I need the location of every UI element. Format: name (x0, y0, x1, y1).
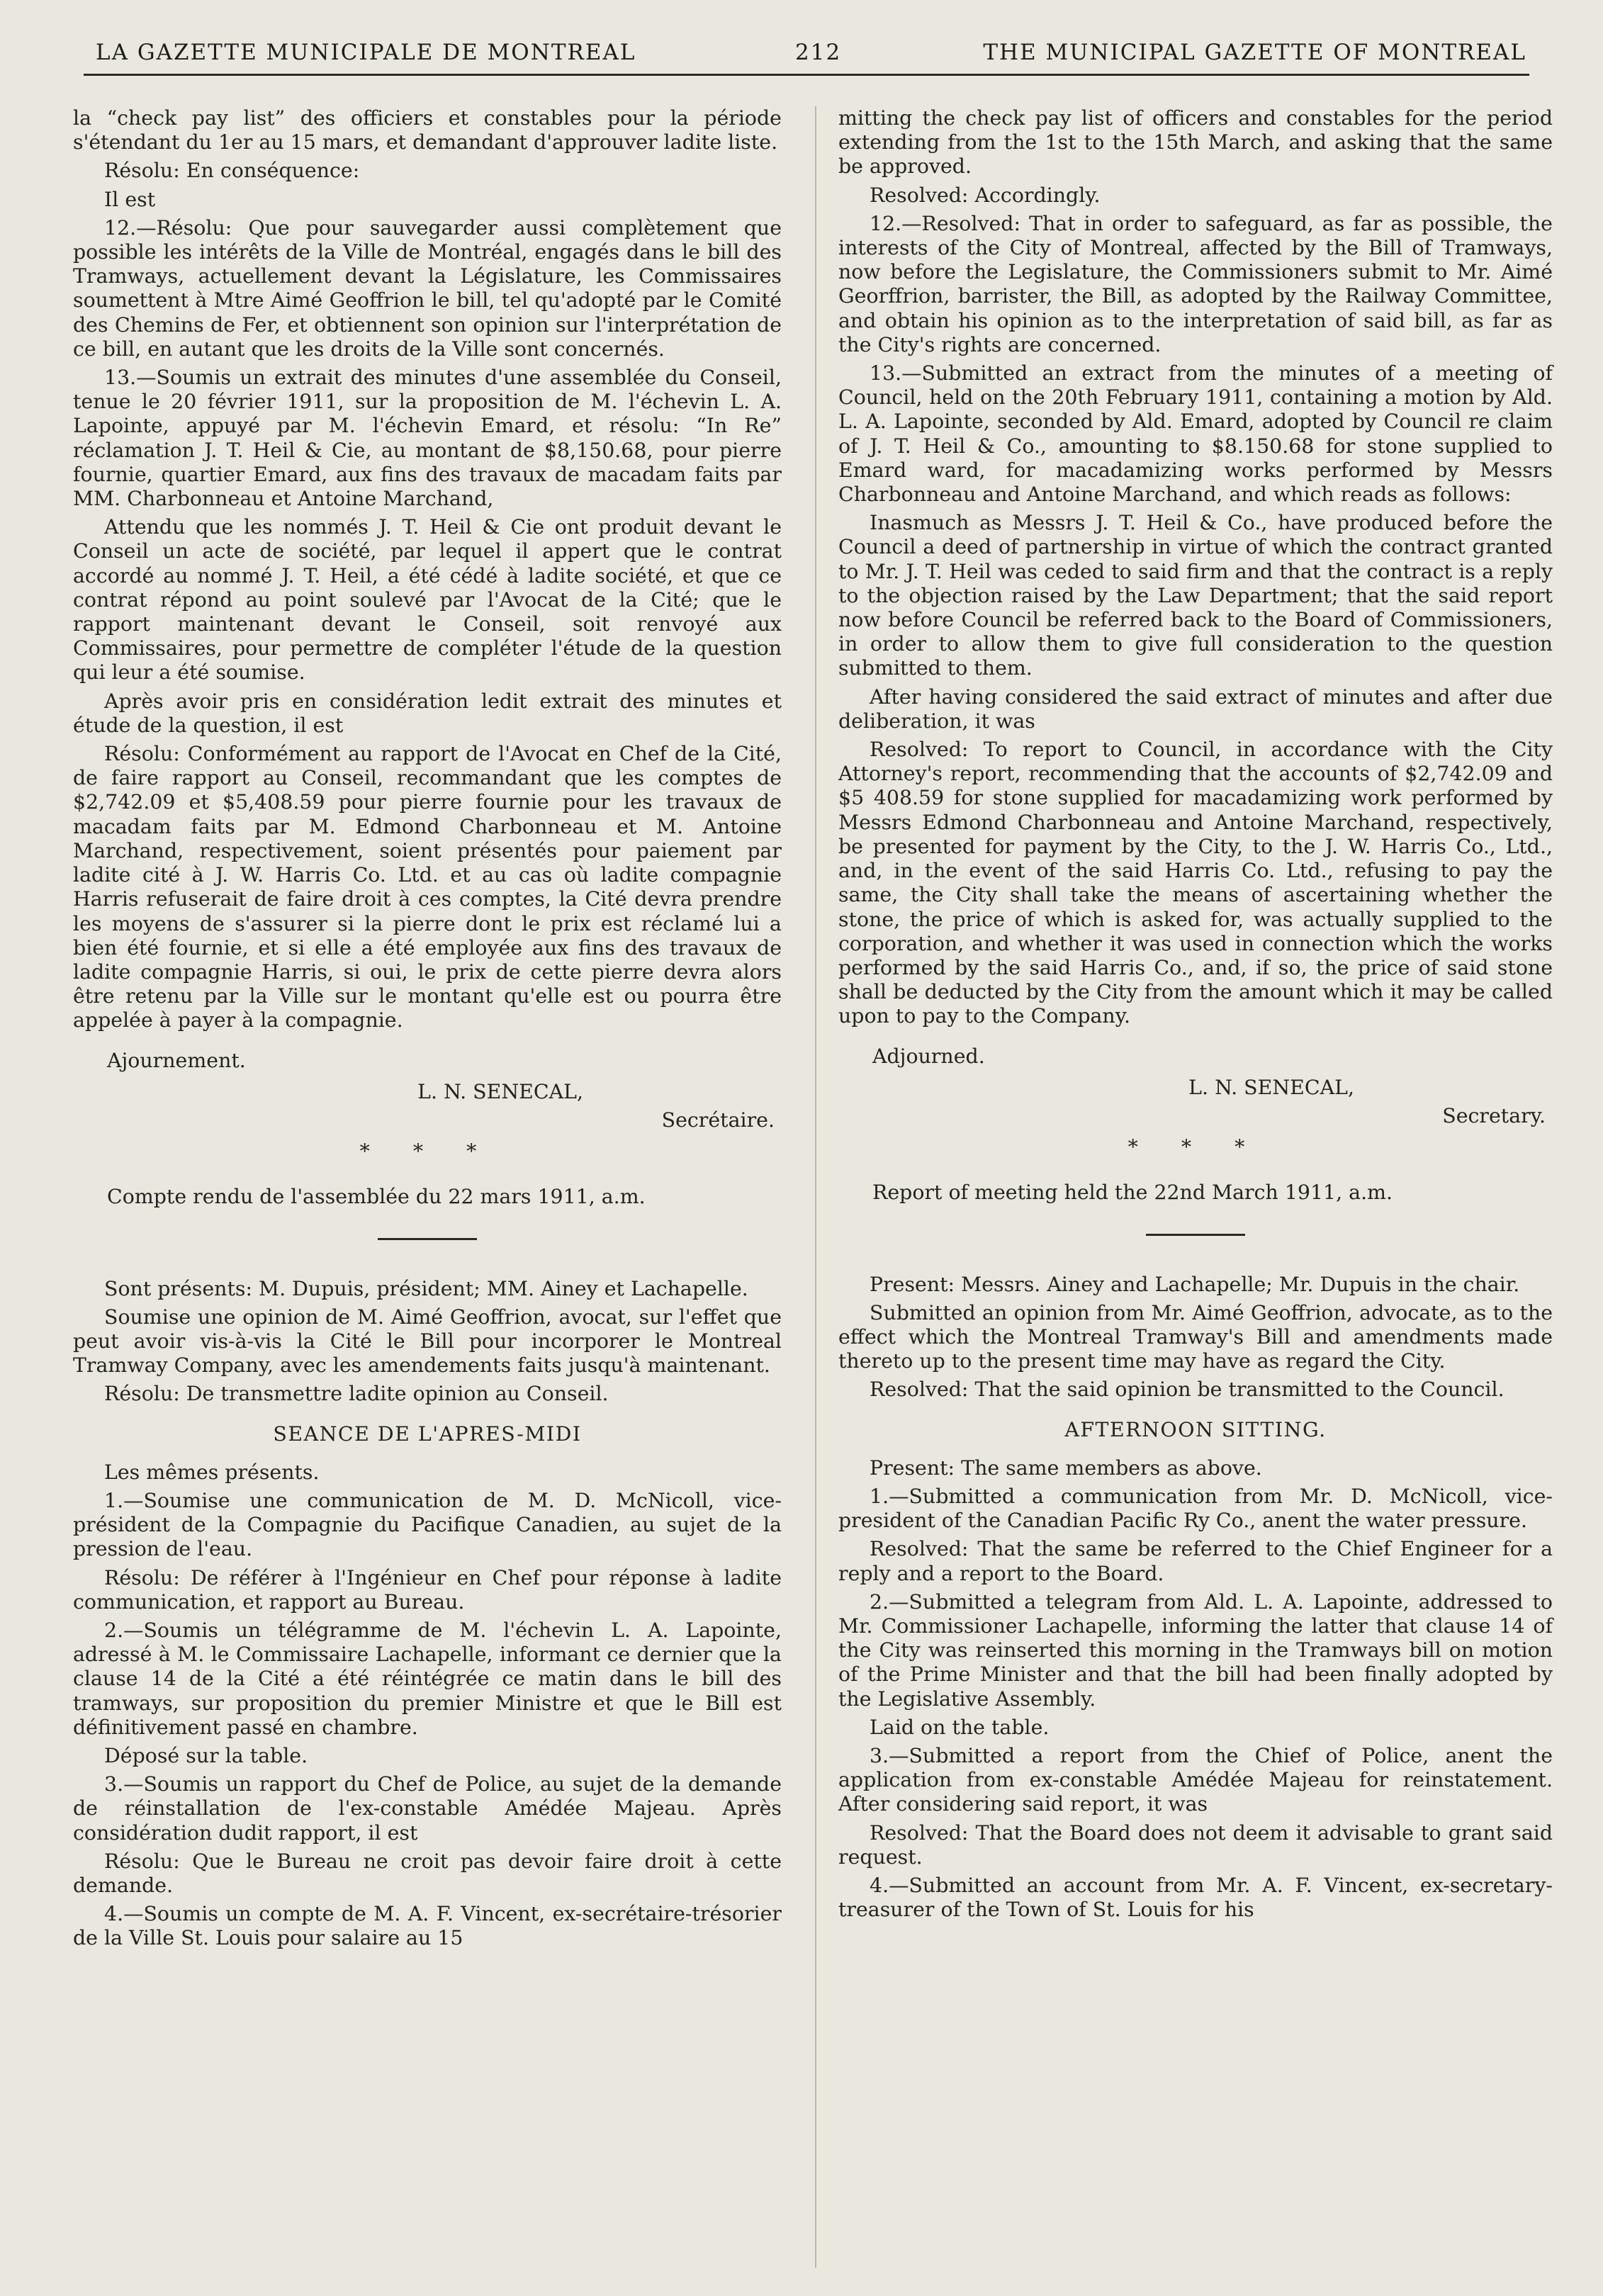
paragraph: 1.—Soumise une communication de M. D. McNicoll, vice-président de la Compagnie du Pacifique Canadien, au sujet de la pression de l'eau. (73, 1488, 782, 1561)
signature-name: L. N. SENECAL, (417, 1079, 583, 1103)
paragraph: 1.—Submitted a communication from Mr. D. McNicoll, vice-president of the Canadian Pacific Ry Co., anent the water pressure. (838, 1484, 1553, 1533)
paragraph: Les mêmes présents. (104, 1460, 320, 1484)
signature-title: Secrétaire. (661, 1108, 775, 1132)
section-rule (1146, 1234, 1245, 1236)
paragraph: Present: Messrs. Ainey and Lachapelle; Mr. Dupuis in the chair. (870, 1272, 1520, 1296)
paragraph: 3.—Submitted a report from the Chief of Police, anent the application from ex-constable Amédée Majeau for reinstatement. After considering said report, it was (838, 1743, 1553, 1816)
header-title-french: LA GAZETTE MUNICIPALE DE MONTREAL (96, 40, 636, 65)
paragraph: Resolved: That the Board does not deem it advisable to grant said request. (838, 1821, 1553, 1869)
meeting-report-title: Compte rendu de l'assemblée du 22 mars 1911, a.m. (107, 1185, 646, 1209)
paragraph: Resolved: That the same be referred to the Chief Engineer for a reply and a report to the Board. (838, 1537, 1553, 1585)
section-stars: * * * (359, 1139, 495, 1164)
paragraph: After having considered the said extract of minutes and after due deliberation, it was (838, 685, 1553, 733)
paragraph: Attendu que les nommés J. T. Heil & Cie ont produit devant le Conseil un acte de société, par lequel il appert que le contrat accordé au nommé J. T. Heil, a été cédé à ladite société, et que ce contrat répond au point soulevé par l'Avocat de la Cité; que le rapport maintenant devant le Conseil, soit renvoyé aux Commissaires, pour permettre de compléter l'étude de la question qui leur a été soumise. (73, 515, 782, 685)
section-rule (378, 1238, 477, 1240)
paragraph: Il est (104, 187, 156, 211)
paragraph: Résolu: En conséquence: (104, 159, 360, 183)
paragraph: 12.—Résolu: Que pour sauvegarder aussi complètement que possible les intérêts de la Ville de Montréal, engagés dans le bill des Tramways, actuellement devant la Législature, les Commissaires soumettent à Mtre Aimé Geoffrion le bill, tel qu'adopté par le Comité des Chemins de Fer, et obtiennent son opinion sur l'interprétation de ce bill, en autant que les droits de la Ville sont concernés. (73, 215, 782, 361)
paragraph: Resolved: That the said opinion be transmitted to the Council. (870, 1378, 1504, 1402)
english-column (838, 106, 1553, 1926)
paragraph: Soumise une opinion de M. Aimé Geoffrion, avocat, sur l'effet que peut avoir vis-à-vis la Cité le Bill pour incorporer le Montreal Tramway Company, avec les amendements faits jusqu'à maintenant. (73, 1305, 782, 1378)
paragraph: 4.—Soumis un compte de M. A. F. Vincent, ex-secrétaire-trésorier de la Ville St. Louis pour salaire au 15 (73, 1902, 782, 1950)
paragraph: 13.—Soumis un extrait des minutes d'une assemblée du Conseil, tenue le 20 février 1911, sur la proposition de M. l'échevin L. A. Lapointe, appuyé par M. l'échevin Emard, et résolu: “In Re” réclamation J. T. Heil & Cie, au montant de $8,150.68, pour pierre fournie, quartier Emard, aux fins des travaux de macadam faits par MM. Charbonneau et Antoine Marchand, (73, 366, 782, 511)
paragraph: Inasmuch as Messrs J. T. Heil & Co., have produced before the Council a deed of partnership in virtue of which the contract granted to Mr. J. T. Heil was ceded to said firm and that the contract is a reply to the objection raised by the Law Department; that the said report now before Council be referred back to the Board of Commissioners, in order to allow them to give full consideration to the question submitted to them. (838, 511, 1553, 680)
header-title-english: THE MUNICIPAL GAZETTE OF MONTREAL (983, 40, 1526, 65)
paragraph: 4.—Submitted an account from Mr. A. F. Vincent, ex-secretary-treasurer of the Town of St. Louis for his (838, 1874, 1553, 1922)
signature-title: Secretary. (1442, 1103, 1546, 1127)
paragraph: Après avoir pris en considération ledit extrait des minutes et étude de la question, il est (73, 689, 782, 737)
header-rule (84, 74, 1529, 76)
paragraph: Resolved: To report to Council, in accordance with the City Attorney's report, recommending that the accounts of $2,742.09 and $5 408.59 for stone supplied for macadamizing work performed by Messrs Edmond Charbonneau and Antoine Marchand, respectively, be presented for payment by the City, to the J. W. Harris Co., Ltd., and, in the event of the said Harris Co. Ltd., refusing to pay the same, the City shall take the means of ascertaining whether the stone, the price of which is asked for, was actually supplied to the corporation, and whether it was used in connection which the works performed by the said Harris Co., and, if so, the price of said stone shall be deducted by the City from the amount which it may be called upon to pay to the Company. (838, 738, 1553, 1028)
paragraph: Laid on the table. (870, 1715, 1050, 1739)
paragraph: Résolu: De référer à l'Ingénieur en Chef pour réponse à ladite communication, et rapport au Bureau. (73, 1565, 782, 1614)
paragraph: Résolu: De transmettre ladite opinion au Conseil. (104, 1382, 609, 1406)
column-divider (815, 106, 816, 2268)
section-heading: SEANCE DE L'APRES-MIDI (273, 1422, 582, 1446)
paragraph: Résolu: Que le Bureau ne croit pas devoir faire droit à cette demande. (73, 1849, 782, 1897)
paragraph: 2.—Submitted a telegram from Ald. L. A. Lapointe, addressed to Mr. Commissioner Lachapelle, informing the latter that clause 14 of the City was reinserted this morning in the Tramways bill on motion of the Prime Minister and that the bill had been finally adopted by the Legislative Assembly. (838, 1589, 1553, 1711)
meeting-report-title: Report of meeting held the 22nd March 1911, a.m. (872, 1181, 1393, 1205)
paragraph: Submitted an opinion from Mr. Aimé Geoffrion, advocate, as to the effect which the Montreal Tramway's Bill and amendments made thereto up to the present time may have as regard the City. (838, 1300, 1553, 1373)
page-number: 212 (795, 40, 842, 65)
paragraph: mitting the check pay list of officers and constables for the period extending from the 1st to the 15th March, and asking that the same be approved. (838, 106, 1553, 179)
paragraph: Déposé sur la table. (104, 1743, 308, 1767)
section-stars: * * * (1127, 1135, 1264, 1159)
paragraph: 3.—Soumis un rapport du Chef de Police, au sujet de la demande de réinstallation de l'ex-constable Amédée Majeau. Après considération dudit rapport, il est (73, 1772, 782, 1845)
paragraph: Resolved: Accordingly. (870, 183, 1101, 207)
signature-name: L. N. SENECAL, (1188, 1075, 1354, 1099)
adjournment: Ajournement. (107, 1048, 246, 1072)
paragraph: 13.—Submitted an extract from the minutes of a meeting of Council, held on the 20th February 1911, containing a motion by Ald. L. A. Lapointe, seconded by Ald. Emard, adopted by Council re claim of J. T. Heil & Co., amounting to $8.150.68 for stone supplied to Emard ward, for macadamizing works performed by Messrs Charbonneau and Antoine Marchand, and which reads as follows: (838, 361, 1553, 507)
paragraph: Résolu: Conformément au rapport de l'Avocat en Chef de la Cité, de faire rapport au Conseil, recommandant que les comptes de $2,742.09 et $5,408.59 pour pierre fournie pour les travaux de macadam faits par M. Edmond Charbonneau et M. Antoine Marchand, respectivement, soient présentés pour paiement par ladite cité à J. W. Harris Co. Ltd. et au cas où ladite compagnie Harris refuserait de faire droit à ces comptes, la Cité devra prendre les moyens de s'assurer si la pierre dont le prix est réclamé lui a bien été fournie, et si elle a été employée aux fins des travaux de ladite compagnie Harris, si oui, le prix de cette pierre devra alors être retenu par la Ville sur le montant qu'elle est ou pourra être appelée à payer à la compagnie. (73, 742, 782, 1032)
paragraph: Present: The same members as above. (870, 1456, 1262, 1480)
paragraph: Sont présents: M. Dupuis, président; MM. Ainey et Lachapelle. (104, 1276, 748, 1300)
paragraph: la “check pay list” des officiers et constables pour la période s'étendant du 1er au 15 mars, et demandant d'approuver ladite liste. (73, 106, 782, 154)
paragraph: 2.—Soumis un télégramme de M. l'échevin L. A. Lapointe, adressé à M. le Commissaire Lachapelle, informant ce dernier que la clause 14 de la Cité a été réintégrée ce matin dans le bill des tramways, sur proposition du premier Ministre et que le Bill est définitivement passé en chambre. (73, 1618, 782, 1739)
paragraph: 12.—Resolved: That in order to safeguard, as far as possible, the interests of the City of Montreal, affected by the Bill of Tramways, now before the Legislature, the Commissioners submit to Mr. Aimé Georffrion, barrister, the Bill, as adopted by the Railway Committee, and obtain his opinion as to the interpretation of said bill, as far as the City's rights are concerned. (838, 211, 1553, 356)
french-column (73, 106, 782, 1955)
adjournment: Adjourned. (872, 1044, 985, 1068)
section-heading: AFTERNOON SITTING. (1064, 1417, 1327, 1441)
